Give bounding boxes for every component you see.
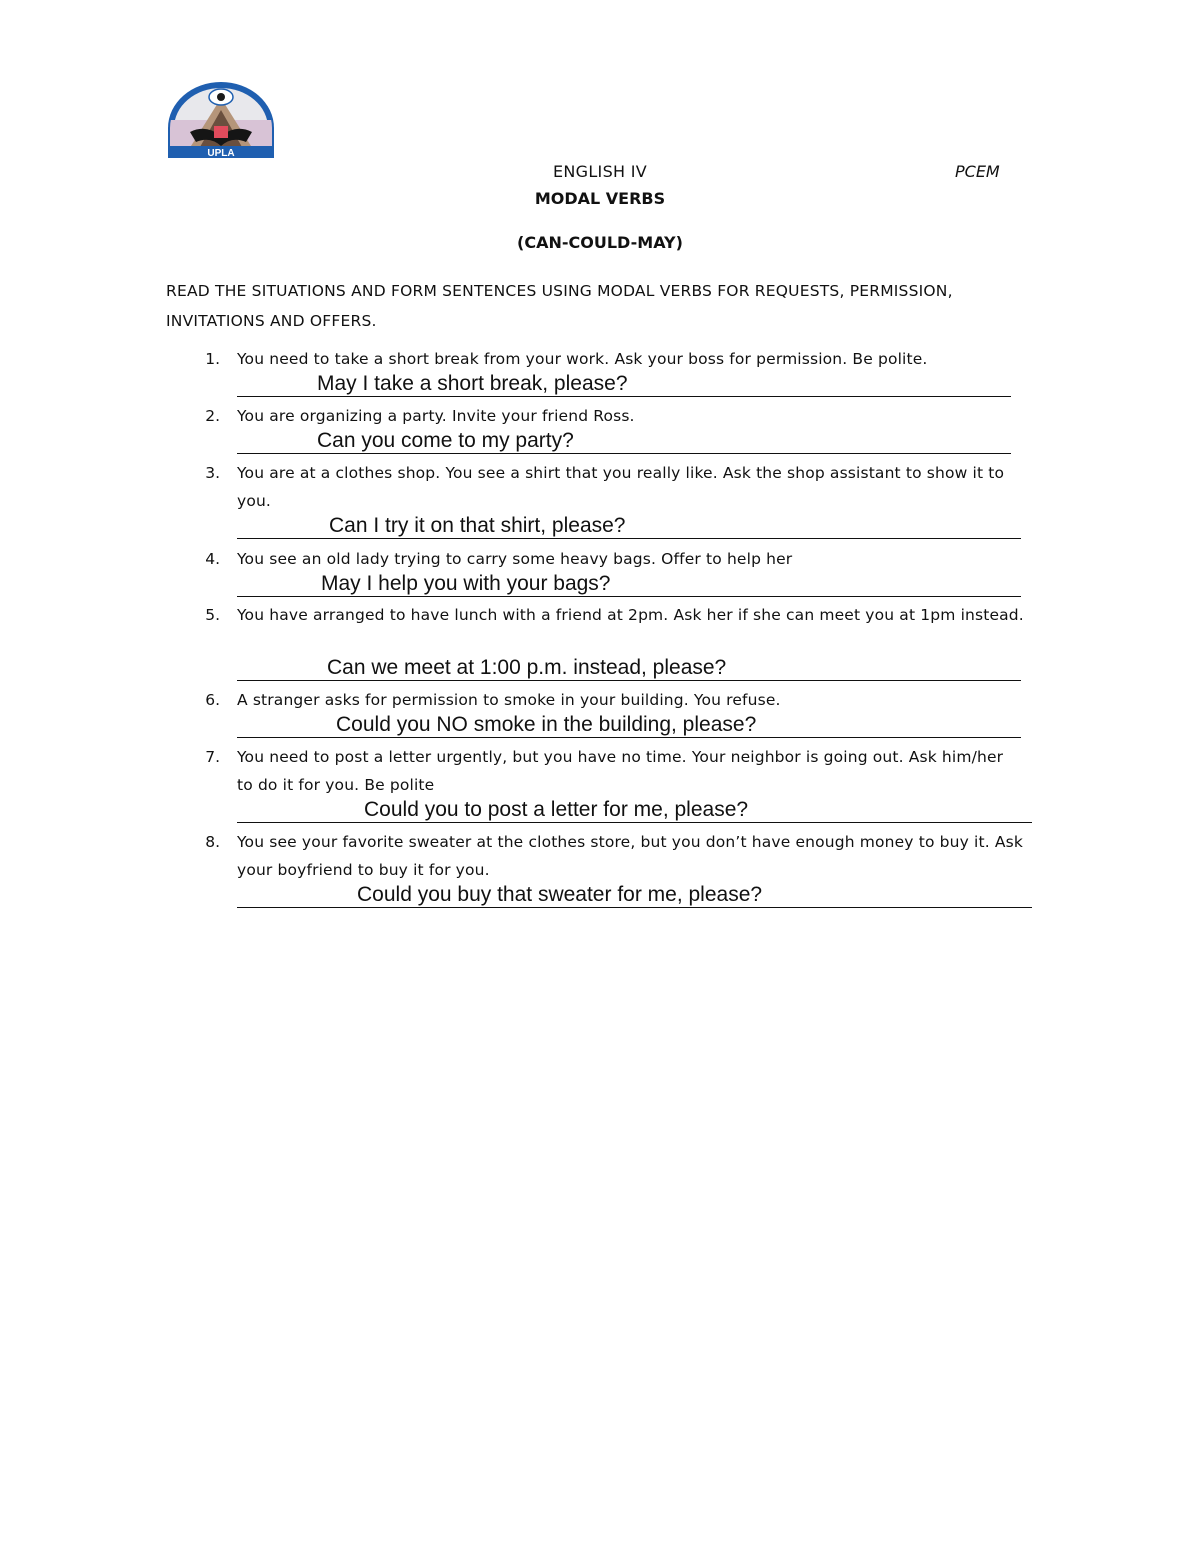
question-number: 7. [205, 748, 220, 766]
logo-text: UPLA [207, 148, 235, 159]
question-number: 2. [205, 407, 220, 425]
question-text: You have arranged to have lunch with a friend at 2pm. Ask her if she can meet you at 1pm instead. [237, 606, 1024, 624]
answer-line[interactable]: Could you NO smoke in the building, please? [237, 712, 1021, 738]
answer-line[interactable]: Can I try it on that shirt, please? [237, 513, 1021, 539]
answer-line[interactable]: May I take a short break, please? [237, 371, 1011, 397]
course-name: ENGLISH IV [552, 162, 648, 181]
question-number: 3. [205, 464, 220, 482]
question-text: You need to post a letter urgently, but you have no time. Your neighbor is going out. Ask him/her to do it for you. Be polite [237, 748, 1004, 794]
page-title: MODAL VERBS [534, 189, 666, 208]
answer-line[interactable]: Can you come to my party? [237, 428, 1011, 454]
question-number: 8. [205, 833, 220, 851]
question-number: 6. [205, 691, 220, 709]
question-number: 5. [205, 606, 220, 624]
course-tag: PCEM [955, 162, 1000, 181]
question-text: You are organizing a party. Invite your friend Ross. [237, 407, 635, 425]
question-text: You see an old lady trying to carry some heavy bags. Offer to help her [237, 550, 793, 568]
instructions: READ THE SITUATIONS AND FORM SENTENCES USING MODAL VERBS FOR REQUESTS, PERMISSION, INVITATIONS AND OFFERS. [166, 282, 953, 330]
question-number: 1. [205, 350, 220, 368]
question-number: 4. [205, 550, 220, 568]
upla-seal-icon [166, 80, 276, 160]
question-text: You are at a clothes shop. You see a shirt that you really like. Ask the shop assistant to show it to you. [237, 464, 1005, 510]
answer-line[interactable]: Can we meet at 1:00 p.m. instead, please? [237, 655, 1021, 681]
question-text: You need to take a short break from your work. Ask your boss for permission. Be polite. [237, 350, 928, 368]
answer-line[interactable]: Could you buy that sweater for me, please? [237, 882, 1032, 908]
question-text: A stranger asks for permission to smoke in your building. You refuse. [237, 691, 781, 709]
answer-line[interactable]: Could you to post a letter for me, please? [237, 797, 1032, 823]
answer-line[interactable]: May I help you with your bags? [237, 571, 1021, 597]
question-text: You see your favorite sweater at the clothes store, but you don’t have enough money to buy it. Ask your boyfriend to buy it for you. [237, 833, 1023, 879]
university-logo [166, 80, 276, 160]
page-subtitle: (CAN-COULD-MAY) [517, 233, 683, 252]
